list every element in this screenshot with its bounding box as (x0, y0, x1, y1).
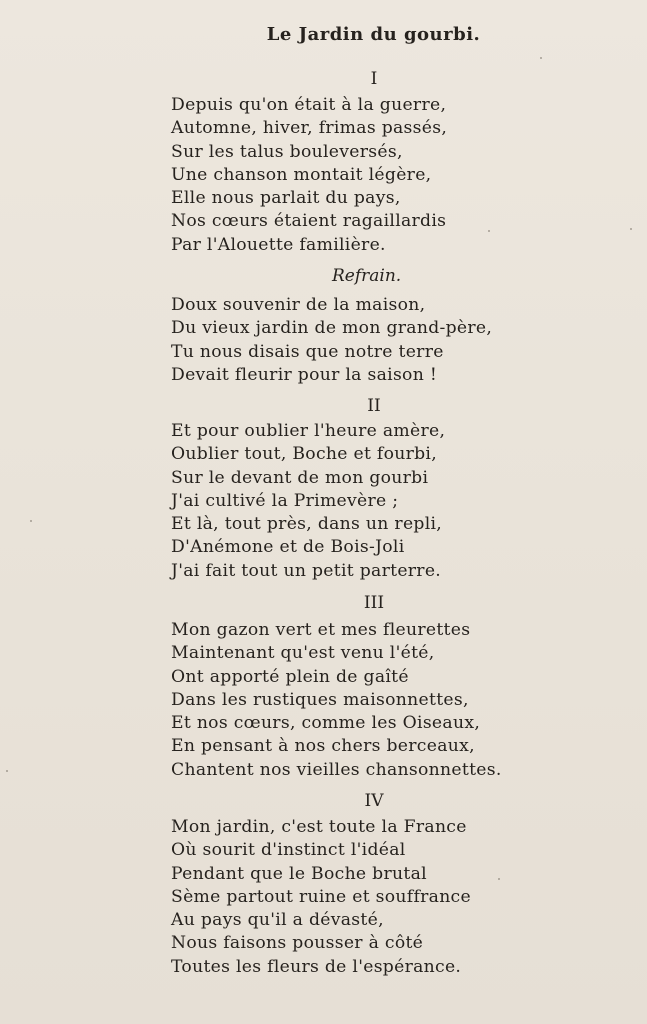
verse-line: Une chanson montait légère, (171, 164, 432, 185)
verse-line: D'Anémone et de Bois-Joli (171, 537, 405, 558)
verse-3-numeral: III (363, 593, 385, 613)
verse-line: Ont apporté plein de gaîté (171, 666, 409, 687)
verse-line: Et nos cœurs, comme les Oiseaux, (171, 713, 481, 734)
paper-speck (540, 57, 542, 59)
verse-4-numeral: IV (364, 791, 384, 811)
verse-line: J'ai cultivé la Primevère ; (171, 490, 399, 511)
paper-speck (630, 228, 632, 230)
verse-line: Et là, tout près, dans un repli, (171, 514, 443, 535)
verse-line: Mon jardin, c'est toute la France (171, 817, 467, 837)
verse-1 (171, 94, 447, 257)
refrain-line: Tu nous disais que notre terre (171, 341, 444, 362)
refrain-label: Refrain. (332, 266, 402, 286)
verse-line: Sur le devant de mon gourbi (171, 467, 429, 488)
verse-line: Oublier tout, Boche et fourbi, (171, 444, 437, 465)
verse-line: Pendant que le Boche brutal (171, 863, 427, 884)
verse-line: Au pays qu'il a dévasté, (171, 910, 384, 931)
verse-3 (171, 619, 502, 782)
verse-line: J'ai fait tout un petit parterre. (171, 560, 442, 581)
verse-line: Automne, hiver, frimas passés, (171, 118, 448, 139)
verse-2 (171, 420, 445, 583)
verse-line: Chantent nos vieilles chansonnettes. (171, 759, 502, 780)
verse-line: Où sourit d'instinct l'idéal (171, 840, 406, 861)
verse-1-numeral: I (370, 69, 378, 89)
refrain-line: Du vieux jardin de mon grand-père, (171, 318, 493, 339)
refrain (171, 294, 492, 387)
paper-speck (6, 770, 8, 772)
verse-line: Nous faisons pousser à côté (171, 933, 424, 954)
verse-line: Par l'Alouette familière. (171, 234, 386, 255)
verse-line: Toutes les fleurs de l'espérance. (171, 956, 462, 977)
paper-speck (30, 520, 32, 522)
verse-line: Depuis qu'on était à la guerre, (171, 95, 447, 115)
verse-2-numeral: II (367, 396, 381, 416)
paper-speck (488, 230, 490, 232)
verse-line: Maintenant qu'est venu l'été, (171, 643, 435, 664)
verse-line: Dans les rustiques maisonnettes, (171, 689, 469, 710)
verse-line: Et pour oublier l'heure amère, (171, 421, 446, 441)
verse-line: Elle nous parlait du pays, (171, 188, 401, 209)
verse-line: Sur les talus bouleversés, (171, 141, 403, 162)
page-title: Le Jardin du gourbi. (266, 24, 481, 45)
refrain-line: Devait fleurir pour la saison ! (171, 364, 438, 385)
verse-4 (171, 816, 471, 979)
refrain-line: Doux souvenir de la maison, (171, 295, 426, 315)
verse-line: Nos cœurs étaient ragaillardis (171, 211, 447, 232)
verse-line: En pensant à nos chers berceaux, (171, 736, 475, 757)
paper-speck (498, 878, 500, 880)
verse-line: Mon gazon vert et mes fleurettes (171, 620, 471, 640)
verse-line: Sème partout ruine et souffrance (171, 886, 471, 907)
